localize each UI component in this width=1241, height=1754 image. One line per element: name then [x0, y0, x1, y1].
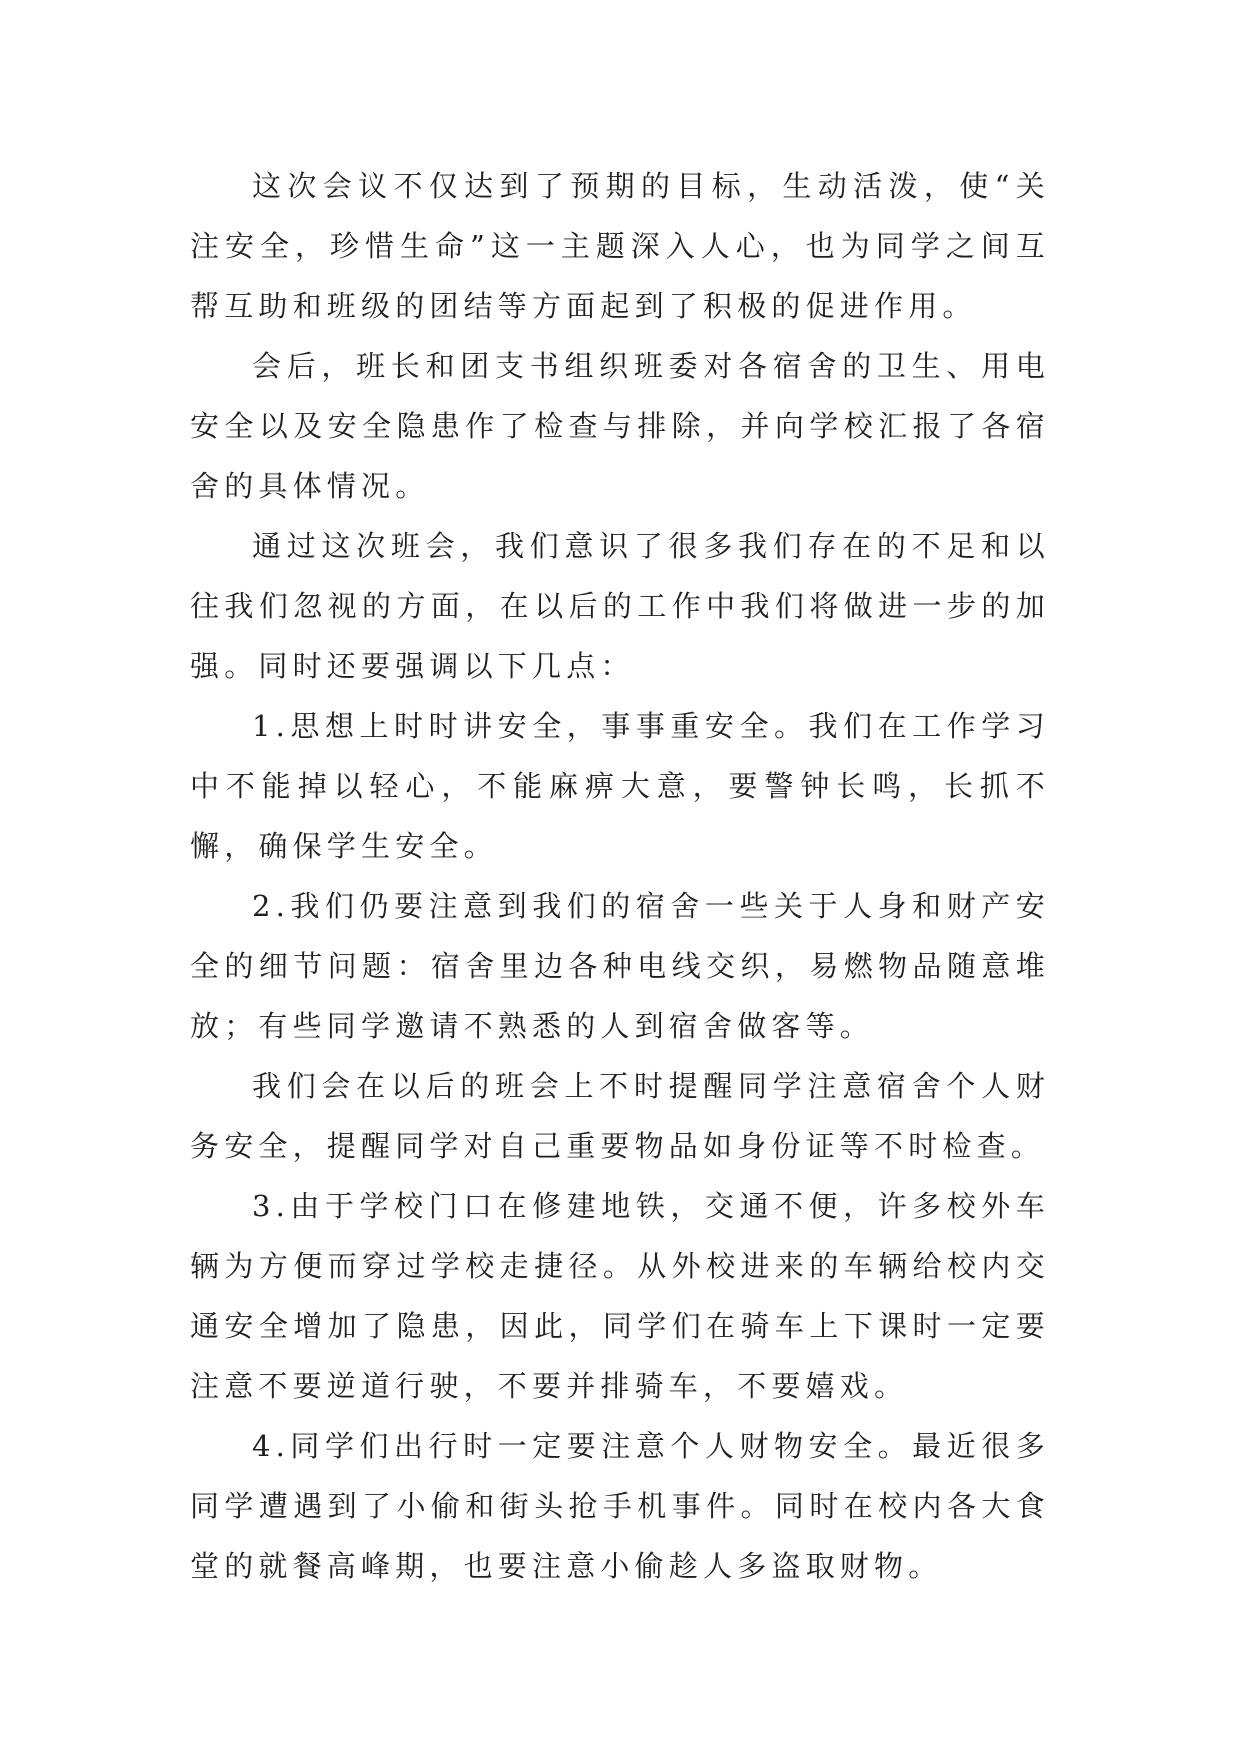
- paragraph-point-2: 2.我们仍要注意到我们的宿舍一些关于人身和财产安全的细节问题：宿舍里边各种电线交织，易燃物品随意堆放；有些同学邀请不熟悉的人到宿舍做客等。: [190, 889, 1050, 1043]
- paragraph-dorm-inspection: 会后，班长和团支书组织班委对各宿舍的卫生、用电安全以及安全隐患作了检查与排除，并向学校汇报了各宿舍的具体情况。: [190, 349, 1050, 503]
- paragraph-reminder: 我们会在以后的班会上不时提醒同学注意宿舍个人财务安全，提醒同学对自己重要物品如身份证等不时检查。: [190, 1069, 1050, 1163]
- paragraph-meeting-summary: 这次会议不仅达到了预期的目标，生动活泼，使“关注安全，珍惜生命”这一主题深入人心，也为同学之间互帮互助和班级的团结等方面起到了积极的促进作用。: [190, 169, 1050, 323]
- paragraph-point-3: 3.由于学校门口在修建地铁，交通不便，许多校外车辆为方便而穿过学校走捷径。从外校进来的车辆给校内交通安全增加了隐患，因此，同学们在骑车上下课时一定要注意不要逆道行驶，不要并排骑车，不要嬉戏。: [190, 1189, 1050, 1403]
- paragraph-point-4: 4.同学们出行时一定要注意个人财物安全。最近很多同学遭遇到了小偷和街头抢手机事件。同时在校内各大食堂的就餐高峰期，也要注意小偷趁人多盗取财物。: [190, 1429, 1050, 1583]
- paragraph-reflection: 通过这次班会，我们意识了很多我们存在的不足和以往我们忽视的方面，在以后的工作中我们将做进一步的加强。同时还要强调以下几点：: [190, 529, 1050, 683]
- paragraph-point-1: 1.思想上时时讲安全，事事重安全。我们在工作学习中不能掉以轻心，不能麻痹大意，要警钟长鸣，长抓不懈，确保学生安全。: [190, 709, 1050, 863]
- document-body: [190, 156, 1050, 1596]
